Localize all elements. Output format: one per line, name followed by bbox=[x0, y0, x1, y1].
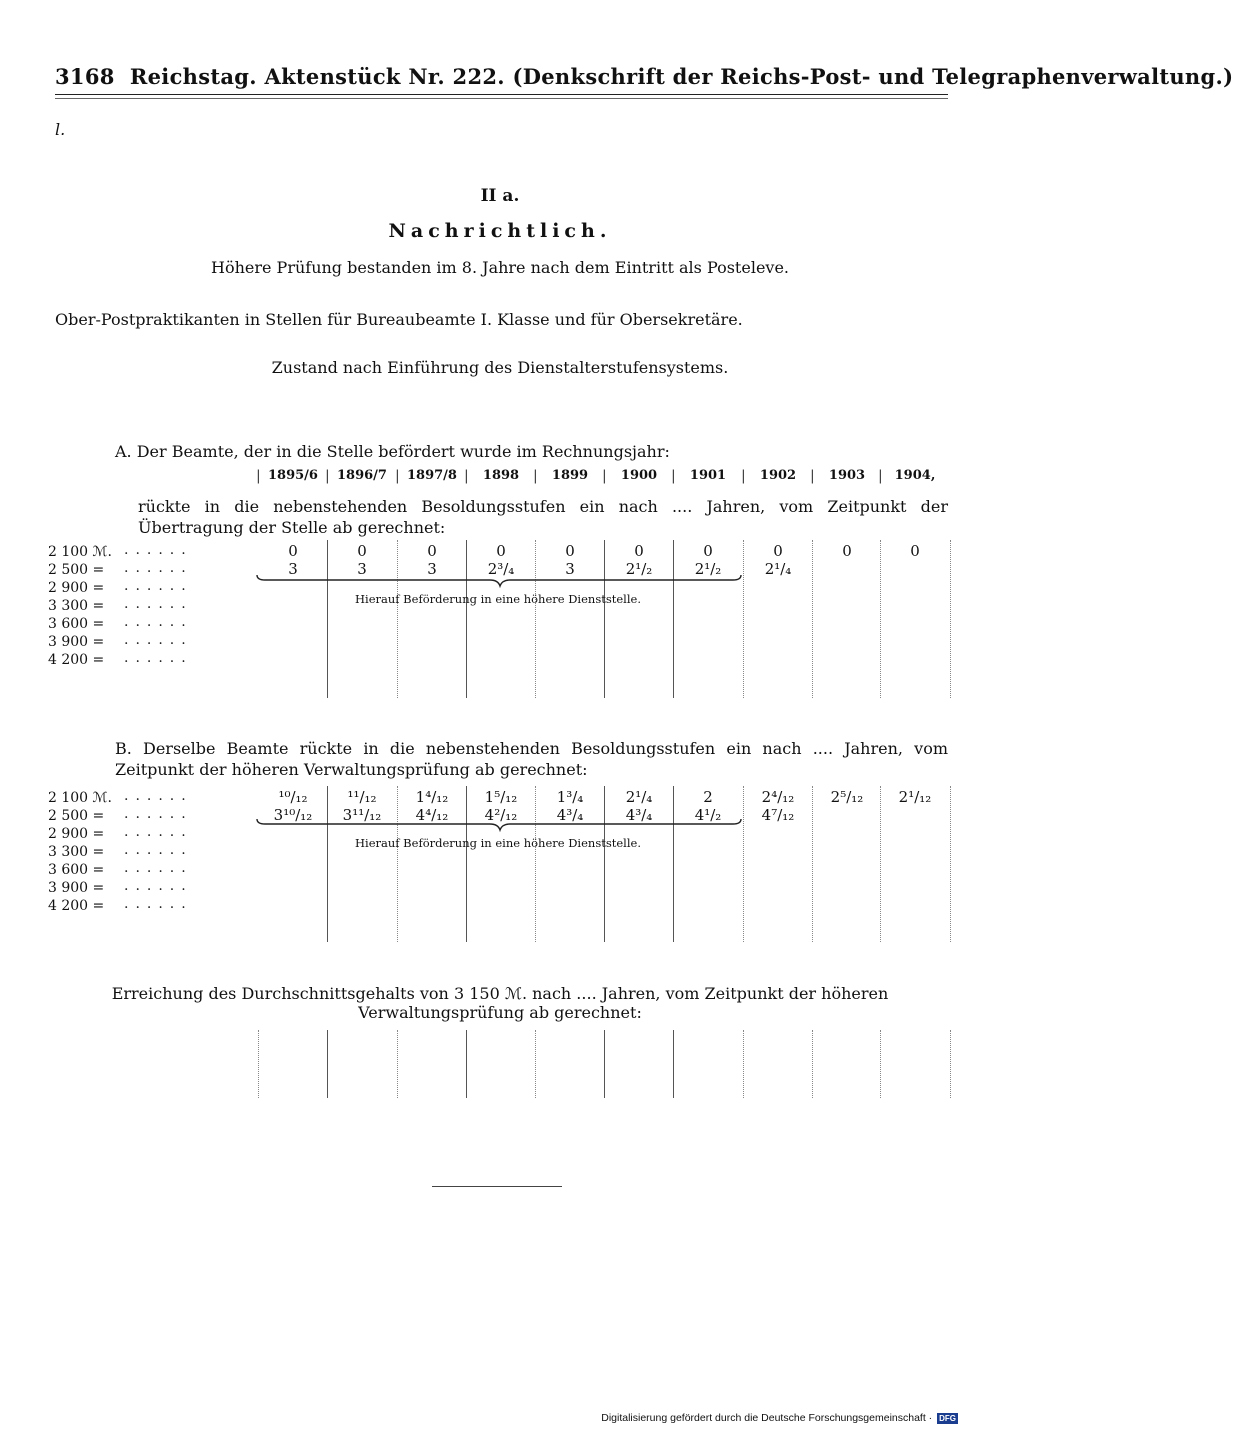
column-rule bbox=[673, 1030, 674, 1098]
column-rule bbox=[673, 540, 674, 698]
table-cell: 3¹⁰/₁₂ bbox=[273, 806, 313, 824]
column-rule bbox=[327, 540, 328, 698]
column-rule bbox=[673, 786, 674, 942]
header-rule bbox=[55, 94, 948, 95]
table-cell: ¹¹/₁₂ bbox=[347, 788, 377, 806]
table-cell: 0 bbox=[842, 542, 852, 560]
table-cell: 2⁵/₁₂ bbox=[830, 788, 864, 806]
table-cell: 2¹/₂ bbox=[694, 560, 722, 578]
table-cell: 0 bbox=[288, 542, 298, 560]
part-b-text: B. Derselbe Beamte rückte in die nebenstehenden Besoldungsstufen ein nach .... Jahren, vom Zeitpunkt der höheren Verwaltungsprüfung ab gerechnet: bbox=[115, 739, 948, 779]
column-rule bbox=[812, 540, 813, 698]
column-rule bbox=[743, 1030, 744, 1098]
row-label: 2 500 = bbox=[48, 808, 105, 824]
table-cell: 2 bbox=[703, 788, 713, 806]
year-separator: | bbox=[741, 468, 746, 484]
row-label: 3 300 = bbox=[48, 844, 105, 860]
table-cell: 2¹/₄ bbox=[625, 788, 653, 806]
year-separator: | bbox=[533, 468, 538, 484]
part-c-line1: Erreichung des Durchschnittsgehalts von 3 150 ℳ. nach .... Jahren, vom Zeitpunkt der höheren bbox=[111, 984, 889, 1003]
leader-dots: ...... bbox=[124, 614, 193, 630]
table-cell: 0 bbox=[910, 542, 920, 560]
row-label: 3 900 = bbox=[48, 634, 105, 650]
brace-note: Hierauf Beförderung in eine höhere Dienststelle. bbox=[355, 592, 641, 606]
table-cell: 4¹/₂ bbox=[694, 806, 722, 824]
table-cell: 4³/₄ bbox=[625, 806, 653, 824]
year-label: 1901 bbox=[689, 468, 727, 483]
row-label: 2 900 = bbox=[48, 580, 105, 596]
column-rule bbox=[535, 1030, 536, 1098]
column-rule bbox=[604, 540, 605, 698]
year-separator: | bbox=[671, 468, 676, 484]
section-line3: Zustand nach Einführung des Dienstalterstufensystems. bbox=[271, 358, 729, 377]
header-text: Reichstag. Aktenstück Nr. 222. (Denkschrift der Reichs-Post- und Telegraphenverwaltung.) bbox=[129, 64, 1233, 89]
table-cell: ¹⁰/₁₂ bbox=[278, 788, 308, 806]
year-label: 1898 bbox=[482, 468, 520, 483]
margin-mark: l. bbox=[55, 120, 66, 139]
table-cell: 2¹/₂ bbox=[625, 560, 653, 578]
table-cell: 1³/₄ bbox=[556, 788, 584, 806]
column-rule bbox=[743, 540, 744, 698]
leader-dots: ...... bbox=[124, 896, 193, 912]
leader-dots: ...... bbox=[124, 860, 193, 876]
table-cell: 1⁴/₁₂ bbox=[415, 788, 449, 806]
column-rule bbox=[950, 786, 951, 942]
row-label: 3 600 = bbox=[48, 862, 105, 878]
section-title: Nachrichtlich. bbox=[388, 220, 612, 242]
year-separator: | bbox=[464, 468, 469, 484]
leader-dots: ...... bbox=[124, 824, 193, 840]
section-line2: Ober-Postpraktikanten in Stellen für Bureaubeamte I. Klasse und für Obersekretäre. bbox=[55, 310, 743, 329]
table-cell: 0 bbox=[496, 542, 506, 560]
year-label: 1899 bbox=[551, 468, 589, 483]
column-rule bbox=[327, 786, 328, 942]
column-rule bbox=[466, 1030, 467, 1098]
table-cell: 4²/₁₂ bbox=[484, 806, 518, 824]
table-cell: 0 bbox=[703, 542, 713, 560]
column-rule bbox=[880, 786, 881, 942]
column-rule bbox=[258, 1030, 259, 1098]
column-rule bbox=[466, 540, 467, 698]
year-label: 1900 bbox=[620, 468, 658, 483]
table-cell: 4³/₄ bbox=[556, 806, 584, 824]
closing-rule bbox=[432, 1186, 562, 1187]
grouping-brace bbox=[255, 818, 745, 832]
year-label: 1902 bbox=[759, 468, 797, 483]
year-separator: | bbox=[325, 468, 330, 484]
section-line1: Höhere Prüfung bestanden im 8. Jahre nach dem Eintritt als Posteleve. bbox=[210, 258, 790, 277]
column-rule bbox=[397, 540, 398, 698]
dfg-logo: DFG bbox=[939, 1414, 956, 1423]
column-rule bbox=[327, 1030, 328, 1098]
part-a-text: rückte in die nebenstehenden Besoldungsstufen ein nach .... Jahren, vom Zeitpunkt der Übertragung der Stelle ab gerechnet: bbox=[138, 497, 948, 537]
table-cell: 0 bbox=[773, 542, 783, 560]
year-label: 1903 bbox=[828, 468, 866, 483]
part-a-intro: A. Der Beamte, der in die Stelle befördert wurde im Rechnungsjahr: bbox=[115, 442, 670, 461]
column-rule bbox=[812, 786, 813, 942]
row-label: 3 900 = bbox=[48, 880, 105, 896]
column-rule bbox=[812, 1030, 813, 1098]
row-label: 2 900 = bbox=[48, 826, 105, 842]
leader-dots: ...... bbox=[124, 878, 193, 894]
row-label: 3 300 = bbox=[48, 598, 105, 614]
leader-dots: ...... bbox=[124, 542, 193, 558]
row-label: 2 500 = bbox=[48, 562, 105, 578]
column-rule bbox=[535, 786, 536, 942]
dfg-credit: Digitalisierung gefördert durch die Deutsche Forschungsgemeinschaft · DFG bbox=[601, 1412, 956, 1424]
part-c-line2: Verwaltungsprüfung ab gerechnet: bbox=[358, 1003, 642, 1022]
year-separator: | bbox=[878, 468, 883, 484]
leader-dots: ...... bbox=[124, 650, 193, 666]
table-cell: 3 bbox=[427, 560, 437, 578]
table-cell: 3 bbox=[565, 560, 575, 578]
table-cell: 2⁴/₁₂ bbox=[761, 788, 795, 806]
leader-dots: ...... bbox=[124, 632, 193, 648]
leader-dots: ...... bbox=[124, 560, 193, 576]
table-cell: 3¹¹/₁₂ bbox=[342, 806, 382, 824]
column-rule bbox=[604, 1030, 605, 1098]
leader-dots: ...... bbox=[124, 788, 193, 804]
row-label: 4 200 = bbox=[48, 652, 105, 668]
year-label: 1895/6 bbox=[268, 468, 318, 483]
header-rule-thin bbox=[55, 98, 948, 99]
table-cell: 3 bbox=[357, 560, 367, 578]
year-label: 1896/7 bbox=[337, 468, 387, 483]
page-number: 3168 bbox=[55, 64, 115, 89]
section-id: II a. bbox=[480, 186, 520, 206]
column-rule bbox=[950, 540, 951, 698]
year-separator: | bbox=[395, 468, 400, 484]
column-rule bbox=[604, 786, 605, 942]
table-cell: 1⁵/₁₂ bbox=[484, 788, 518, 806]
leader-dots: ...... bbox=[124, 806, 193, 822]
leader-dots: ...... bbox=[124, 578, 193, 594]
year-separator: | bbox=[602, 468, 607, 484]
table-cell: 2³/₄ bbox=[487, 560, 515, 578]
column-rule bbox=[743, 786, 744, 942]
column-rule bbox=[397, 1030, 398, 1098]
table-cell: 0 bbox=[357, 542, 367, 560]
row-label: 3 600 = bbox=[48, 616, 105, 632]
row-label: 4 200 = bbox=[48, 898, 105, 914]
leader-dots: ...... bbox=[124, 842, 193, 858]
table-cell: 0 bbox=[427, 542, 437, 560]
column-rule bbox=[535, 540, 536, 698]
column-rule bbox=[466, 786, 467, 942]
grouping-brace bbox=[255, 574, 745, 588]
column-rule bbox=[950, 1030, 951, 1098]
table-cell: 2¹/₄ bbox=[764, 560, 792, 578]
year-label: 1904, bbox=[894, 468, 936, 483]
table-cell: 4⁴/₁₂ bbox=[415, 806, 449, 824]
year-separator: | bbox=[256, 468, 261, 484]
leader-dots: ...... bbox=[124, 596, 193, 612]
table-cell: 2¹/₁₂ bbox=[898, 788, 932, 806]
brace-note: Hierauf Beförderung in eine höhere Dienststelle. bbox=[355, 836, 641, 850]
row-label: 2 100 ℳ. bbox=[48, 544, 112, 560]
running-header bbox=[55, 64, 1233, 89]
column-rule bbox=[397, 786, 398, 942]
table-cell: 0 bbox=[634, 542, 644, 560]
row-label: 2 100 ℳ. bbox=[48, 790, 112, 806]
column-rule bbox=[880, 540, 881, 698]
year-label: 1897/8 bbox=[407, 468, 457, 483]
column-rule bbox=[880, 1030, 881, 1098]
year-separator: | bbox=[810, 468, 815, 484]
footer-text: Digitalisierung gefördert durch die Deutsche Forschungsgemeinschaft bbox=[601, 1412, 926, 1424]
table-cell: 0 bbox=[565, 542, 575, 560]
table-cell: 4⁷/₁₂ bbox=[761, 806, 795, 824]
table-cell: 3 bbox=[288, 560, 298, 578]
